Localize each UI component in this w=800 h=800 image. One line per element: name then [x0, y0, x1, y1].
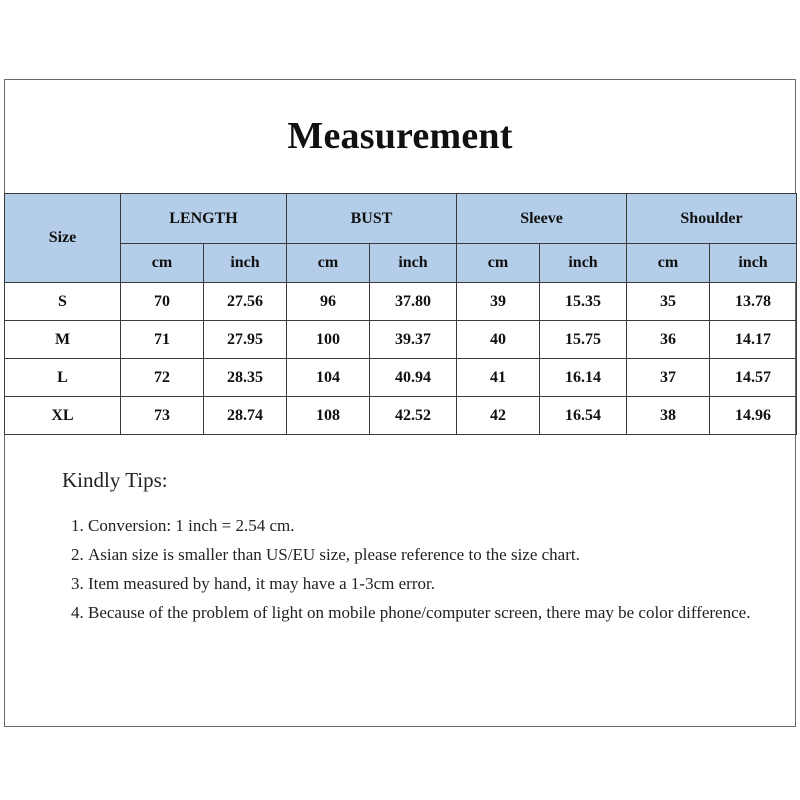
table-cell: 14.57 [710, 359, 797, 397]
table-cell: 15.35 [540, 283, 627, 321]
size-label: L [5, 359, 121, 397]
table-cell: 41 [457, 359, 540, 397]
shoulder-group-header: Shoulder [627, 194, 797, 244]
tips-list [62, 511, 762, 627]
table-cell: 16.54 [540, 397, 627, 435]
table-row [5, 397, 797, 435]
table-cell: 73 [121, 397, 204, 435]
table-cell: 40.94 [370, 359, 457, 397]
table-cell: 37 [627, 359, 710, 397]
unit-header: inch [710, 244, 797, 283]
tips-section [62, 468, 762, 627]
tip-item: 4. Because of the problem of light on mobile phone/computer screen, there may be color difference. [88, 598, 762, 627]
table-cell: 28.35 [204, 359, 287, 397]
unit-header: inch [204, 244, 287, 283]
table-cell: 72 [121, 359, 204, 397]
tip-item: 2. Asian size is smaller than US/EU size, please reference to the size chart. [88, 540, 762, 569]
table-cell: 39.37 [370, 321, 457, 359]
unit-header: cm [627, 244, 710, 283]
size-label: XL [5, 397, 121, 435]
table-cell: 35 [627, 283, 710, 321]
page-title: Measurement [287, 115, 513, 157]
unit-header: inch [370, 244, 457, 283]
unit-header: cm [287, 244, 370, 283]
table-cell: 27.56 [204, 283, 287, 321]
table-cell: 96 [287, 283, 370, 321]
tip-item: 3. Item measured by hand, it may have a 1-3cm error. [88, 569, 762, 598]
unit-header: cm [121, 244, 204, 283]
table-cell: 14.17 [710, 321, 797, 359]
table-row [5, 283, 797, 321]
size-column-header: Size [5, 194, 121, 283]
unit-header: inch [540, 244, 627, 283]
table-cell: 37.80 [370, 283, 457, 321]
size-label: M [5, 321, 121, 359]
size-label: S [5, 283, 121, 321]
table-row [5, 359, 797, 397]
table-cell: 15.75 [540, 321, 627, 359]
table-cell: 70 [121, 283, 204, 321]
table-row [5, 321, 797, 359]
unit-header: cm [457, 244, 540, 283]
table-cell: 42 [457, 397, 540, 435]
sleeve-group-header: Sleeve [457, 194, 627, 244]
table-cell: 36 [627, 321, 710, 359]
table-cell: 14.96 [710, 397, 797, 435]
size-table [4, 193, 797, 435]
table-cell: 104 [287, 359, 370, 397]
table-cell: 108 [287, 397, 370, 435]
bust-group-header: BUST [287, 194, 457, 244]
table-cell: 28.74 [204, 397, 287, 435]
tips-heading: Kindly Tips: [62, 468, 168, 492]
tip-item: 1. Conversion: 1 inch = 2.54 cm. [88, 511, 762, 540]
table-cell: 16.14 [540, 359, 627, 397]
table-cell: 39 [457, 283, 540, 321]
table-cell: 27.95 [204, 321, 287, 359]
table-cell: 38 [627, 397, 710, 435]
table-cell: 13.78 [710, 283, 797, 321]
table-cell: 100 [287, 321, 370, 359]
table-cell: 71 [121, 321, 204, 359]
table-cell: 40 [457, 321, 540, 359]
table-cell: 42.52 [370, 397, 457, 435]
length-group-header: LENGTH [121, 194, 287, 244]
